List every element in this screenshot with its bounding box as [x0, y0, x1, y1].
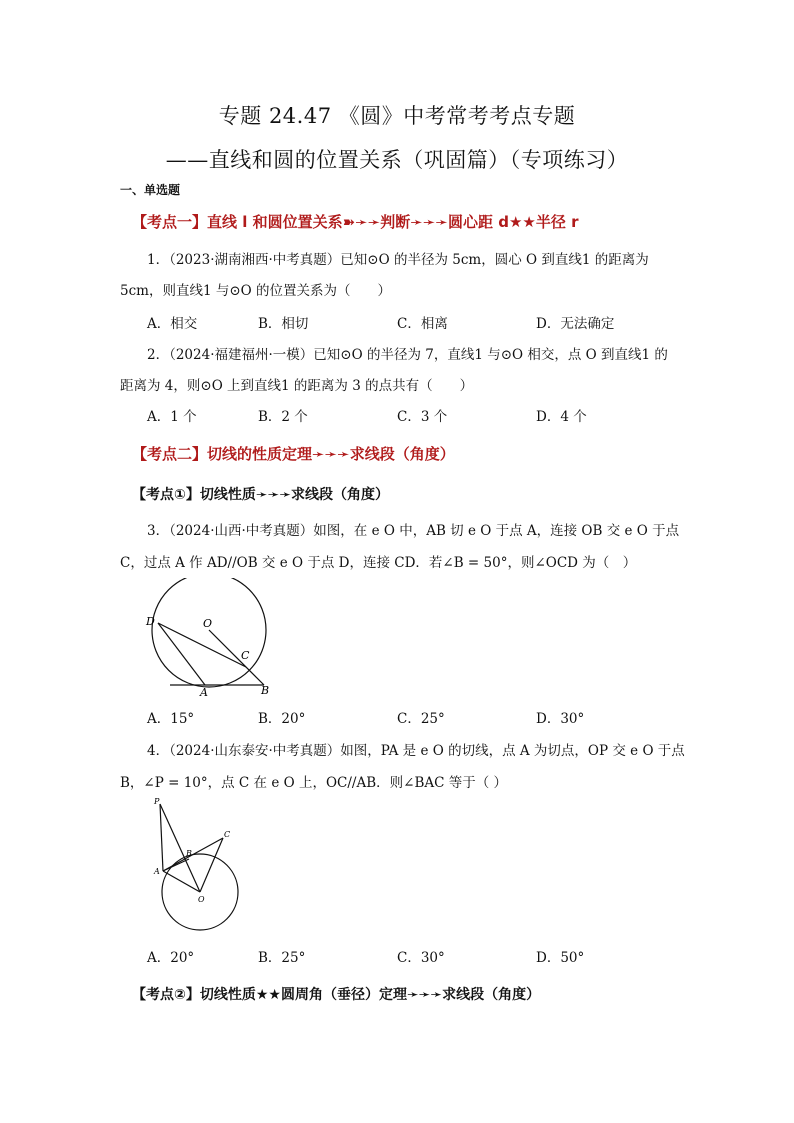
question-3-figure [140, 578, 280, 698]
q4-label-b: B [186, 849, 192, 858]
key-point-2-1-heading: 【考点①】切线性质➛➛➛求线段（角度） [132, 487, 390, 503]
question-3-option-c: C．25° [397, 711, 445, 727]
q4-segment-oc [200, 838, 223, 892]
q3-label-c: C [241, 649, 250, 662]
section-heading: 一、单选题 [120, 183, 181, 197]
question-4-option-a: A．20° [147, 950, 195, 966]
page-title: 专题 24.47 《圆》中考常考考点专题 [218, 104, 576, 128]
question-3-option-a: A．15° [147, 711, 195, 727]
question-1-option-d: D．无法确定 [536, 316, 615, 332]
question-2-line-1: 2．（2024·福建福州·一模）已知⊙O 的半径为 7，直线1 与⊙O 相交，点 O 到直线1 的 [147, 347, 668, 363]
question-4-option-c: C．30° [397, 950, 445, 966]
q4-label-c: C [224, 830, 231, 839]
q3-label-a: A [200, 686, 208, 698]
q4-segment-pa [160, 804, 163, 871]
question-3-line-2: C，过点 A 作 AD//OB 交 e O 于点 D，连接 CD．若∠B = 50°，则∠OCD 为（ ） [120, 555, 637, 571]
question-4-figure [150, 796, 250, 936]
page-subtitle: ——直线和圆的位置关系（巩固篇）（专项练习） [165, 148, 629, 172]
q4-label-p: P [154, 797, 160, 806]
question-1-option-a: A．相交 [147, 316, 198, 332]
q3-segment-ob [209, 630, 264, 685]
question-4-line-2: B，∠P = 10°，点 C 在 e O 上，OC//AB．则∠BAC 等于（ ） [120, 775, 508, 791]
q4-segment-ao [163, 871, 200, 892]
key-point-2-heading: 【考点二】切线的性质定理➛➛➛求线段（角度） [132, 445, 455, 463]
question-3-line-1: 3．（2024·山西·中考真题）如图，在 e O 中，AB 切 e O 于点 A，连接 OB 交 e O 于点 [147, 523, 680, 539]
q3-label-d: D [146, 615, 155, 628]
key-point-2-2-heading: 【考点②】切线性质★★圆周角（垂径）定理➛➛➛求线段（角度） [132, 987, 541, 1003]
question-1-line-1: 1．（2023·湖南湘西·中考真题）已知⊙O 的半径为 5cm，圆心 O 到直线1 的距离为 [147, 252, 649, 268]
question-2-option-d: D．4 个 [536, 409, 587, 425]
q4-segment-ac [163, 838, 223, 871]
q3-label-b: B [261, 684, 270, 697]
question-4-line-1: 4．（2024·山东泰安·中考真题）如图，PA 是 e O 的切线，点 A 为切点，OP 交 e O 于点 [147, 743, 685, 759]
question-3-option-b: B．20° [258, 711, 306, 727]
question-2-option-c: C．3 个 [397, 409, 448, 425]
question-2-line-2: 距离为 4，则⊙O 上到直线1 的距离为 3 的点共有（ ） [120, 378, 474, 394]
q3-segment-ad [158, 623, 205, 685]
q4-segment-po [160, 804, 200, 892]
question-1-option-c: C．相离 [397, 316, 448, 332]
key-point-1-heading: 【考点一】直线 l 和圆位置关系➽➛➛判断➛➛➛圆心距 d★★半径 r [132, 213, 579, 231]
question-2-option-a: A．1 个 [147, 409, 197, 425]
question-1-line-2: 5cm，则直线1 与⊙O 的位置关系为（ ） [120, 283, 392, 299]
question-4-option-d: D．50° [536, 950, 585, 966]
question-4-option-b: B．25° [258, 950, 306, 966]
question-3-option-d: D．30° [536, 711, 585, 727]
q4-label-o: O [198, 895, 205, 904]
q3-label-o: O [203, 617, 213, 630]
question-1-option-b: B．相切 [258, 316, 309, 332]
question-2-option-b: B．2 个 [258, 409, 308, 425]
q3-segment-cd [158, 623, 246, 667]
q4-label-a: A [154, 867, 160, 876]
